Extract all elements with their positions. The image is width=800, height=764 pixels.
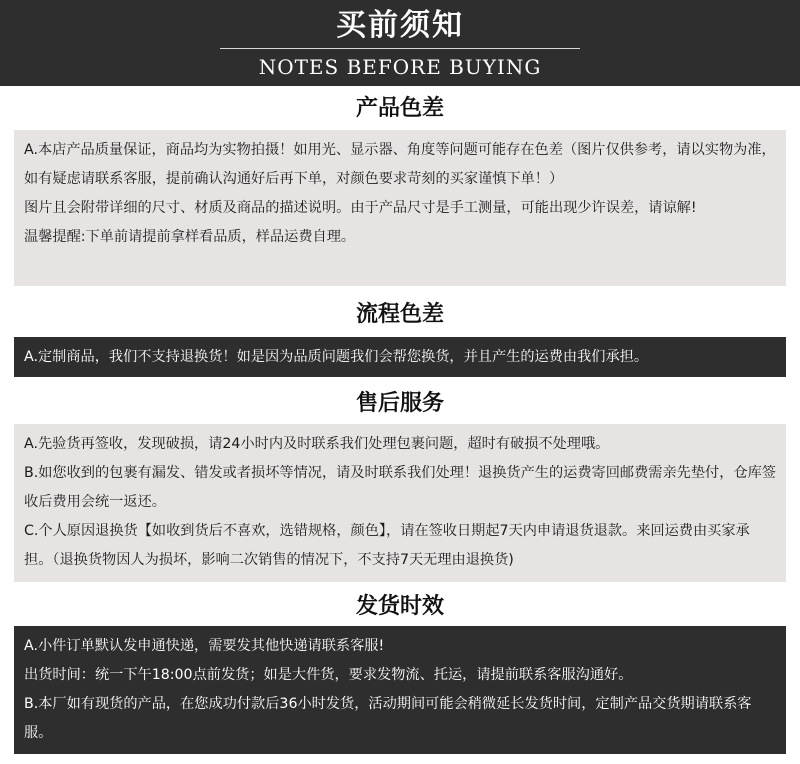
section-line: A.定制商品，我们不支持退换货！如是因为品质问题我们会帮您换货，并且产生的运费由我们承担。 <box>24 349 649 365</box>
section-line: A.小件订单默认发申通快递，需要发其他快递请联系客服! <box>24 638 385 654</box>
section-line: B.如您收到的包裹有漏发、错发或者损坏等情况，请及时联系我们处理！退换货产生的运费寄回邮费需亲先垫付，仓库签收后费用会统一返还。 <box>24 465 776 510</box>
header-divider <box>220 48 580 49</box>
section-line: B.本厂如有现货的产品，在您成功付款后36小时发货，活动期间可能会稍微延长发货时间，定制产品交货期请联系客服。 <box>24 696 752 741</box>
section-title-process: 流程色差 <box>355 302 444 327</box>
section-line: 温馨提醒:下单前请提前拿样看品质，样品运费自理。 <box>24 229 356 245</box>
section-line: A.先验货再签收，发现破损，请24小时内及时联系我们处理包裹问题，超时有破损不处理哦。 <box>24 436 610 452</box>
section-line: C.个人原因退换货【如收到货后不喜欢，选错规格，颜色】，请在签收日期起7天内申请退货退款。来回运费由买家承担。（退换货物因人为损坏，影响二次销售的情况下，不支持7天无理由退换货) <box>24 523 750 568</box>
section-body-shipping <box>14 626 786 754</box>
section-body-process <box>14 337 786 377</box>
section-body-color-difference <box>14 130 786 286</box>
page-header <box>0 0 800 86</box>
section-line: A.本店产品质量保证，商品均为实物拍摄！如用光、显示器、角度等问题可能存在色差（图片仅供参考，请以实物为准，如有疑虑请联系客服，提前确认沟通好后再下单，对颜色要求苛刻的买家谨慎下单！） <box>24 142 776 187</box>
page-subtitle: NOTES BEFORE BUYING <box>258 55 542 79</box>
section-title-shipping: 发货时效 <box>355 594 444 619</box>
section-body-after-sales <box>14 424 786 582</box>
section-line: 出货时间：统一下午18:00点前发货；如是大件货，要求发物流、托运，请提前联系客服沟通好。 <box>24 667 633 683</box>
section-title-after-sales: 售后服务 <box>355 391 444 416</box>
section-title-color-difference: 产品色差 <box>355 96 444 121</box>
section-line: 图片且会附带详细的尺寸、材质及商品的描述说明。由于产品尺寸是手工测量，可能出现少许误差，请谅解! <box>24 200 697 216</box>
page-title: 买前须知 <box>336 8 464 43</box>
